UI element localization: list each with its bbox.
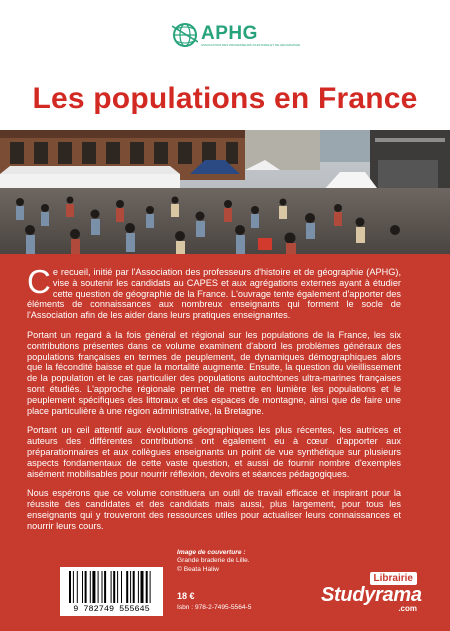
studyrama-logo — [321, 572, 421, 618]
barcode — [60, 567, 163, 616]
aphg-logo — [172, 20, 300, 50]
barcode-bar — [121, 571, 122, 603]
barcode-bar — [126, 571, 128, 603]
barcode-bar — [102, 571, 103, 603]
photo-credit: © Beata Haliw — [177, 565, 219, 573]
barcode-bar — [104, 571, 106, 603]
barcode-bar — [82, 571, 83, 603]
barcode-bar — [90, 571, 91, 603]
cover-description: Grande braderie de Lille. — [177, 557, 250, 565]
street-market-image — [0, 130, 450, 254]
paragraph-3: Portant un œil attentif aux évolutions géographiques les plus récentes, les autrices et auteurs des différentes contributions ont également eu à cœur d'apporter aux préparationnaires et aux collègues enseignants un point de vue synthétique sur plusieurs aspects fondamentaux de cette vaste question, et aussi de fournir nombre d'exemples aisément mobilisables pour nourrir réflexion, devoirs et séances pédagogiques. — [27, 425, 401, 479]
header-area — [0, 0, 450, 130]
cover-label: Image de couverture : — [177, 549, 246, 556]
barcode-bar — [141, 571, 144, 603]
paragraph-1-text: e recueil, initié par l'Association des professeurs d'histoire et de géographie (APHG), vise à soutenir les candidats au CAPES et aux agrégations externes ayant à étudier cette question de géographie de la France. L'ouvrage tente également d'apporter des éléments de connaissances aux nombreux enseignants qui forment le socle de l'Association afin de les aider dans leurs pratiques enseignantes. — [27, 267, 401, 321]
paragraph-1 — [27, 263, 401, 321]
logo-tagline: ASSOCIATION DES PROFESSEURS D'HISTOIRE ET DE GÉOGRAPHIE — [201, 42, 301, 47]
description-text — [27, 263, 401, 541]
barcode-bar — [117, 571, 118, 603]
page-title: Les populations en France — [32, 82, 418, 115]
barcode-bar — [69, 571, 71, 603]
barcode-number: 9 782749 555645 — [73, 604, 150, 614]
paragraph-4: Nous espérons que ce volume constituera un outil de travail efficace et inspirant pour la réussite des candidates et des candidats mais aussi, plus largement, pour tous les enseignants qui y trouveront des ressources utiles pour actualiser leurs connaissances et nourrir leurs cours. — [27, 488, 401, 531]
barcode-bar — [146, 571, 148, 603]
brand-librairie: Librairie — [370, 572, 417, 585]
cover-credit — [177, 549, 250, 574]
isbn: Isbn : 978-2-7495-5564-5 — [177, 604, 252, 611]
cover-photo — [0, 130, 450, 254]
dropcap: C — [27, 263, 51, 300]
barcode-bar — [111, 571, 112, 603]
barcode-bar — [98, 571, 99, 603]
barcode-bar — [73, 571, 74, 603]
barcode-bar — [150, 571, 151, 603]
barcode-bar — [92, 571, 95, 603]
brand-name: Studyrama — [321, 584, 422, 606]
barcode-bar — [133, 571, 135, 603]
barcode-bar — [138, 571, 139, 603]
barcode-bar — [130, 571, 131, 603]
brand-domain: .com — [398, 604, 417, 613]
paragraph-2: Portant un regard à la fois général et régional sur les populations de la France, les six contributions présentes dans ce volume examinent d'abord les problèmes généraux des populations françaises en termes de peuplement, de dynamiques démographiques alors que la fécondité baisse et que la mortalité augmente. Ensuite, la question du vieillissement de la population et le cas particulier des populations autochtones ultra-marines françaises sont étudiés. L'approche régionale permet de mettre en lumière les populations et le peuplement spécifiques des littoraux et des espaces de montagne, ainsi que de faire une place particulière à une région administrative, la Bretagne. — [27, 329, 401, 416]
barcode-bar — [77, 571, 78, 603]
price: 18 € — [177, 591, 195, 601]
barcode-bar — [113, 571, 115, 603]
logo-name: APHG — [201, 22, 258, 44]
globe-icon — [172, 20, 198, 50]
barcode-bar — [85, 571, 87, 603]
